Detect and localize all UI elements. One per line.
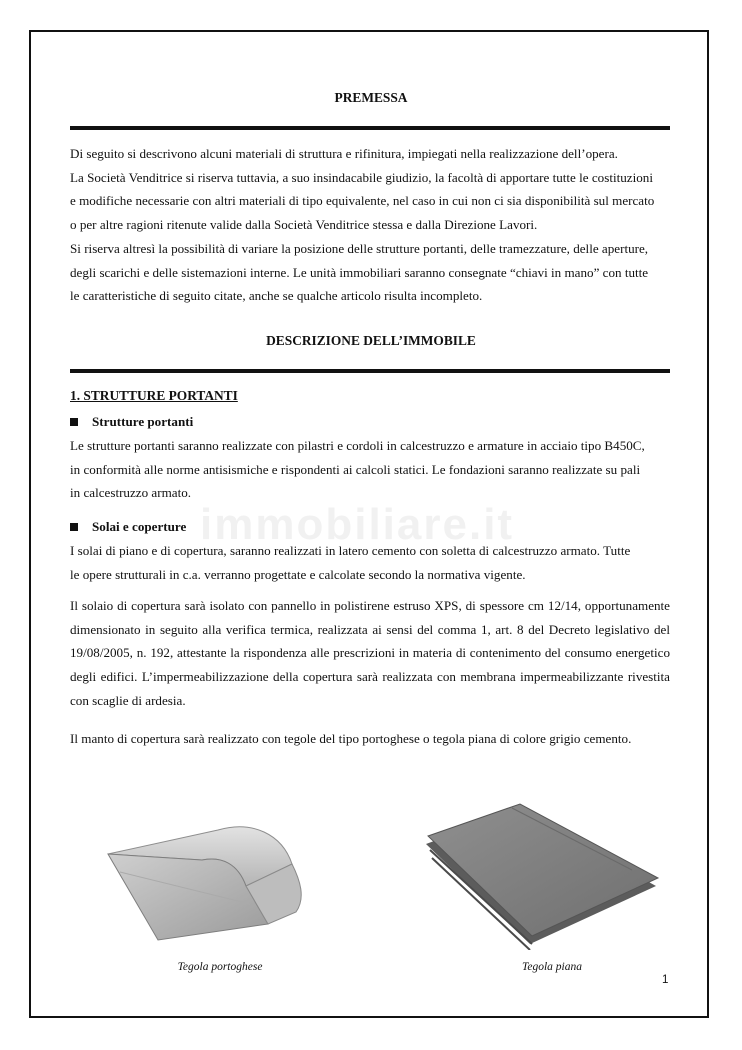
strutture-line: Le strutture portanti saranno realizzate con pilastri e cordoli in calcestruzzo e armature in acciaio tipo B450C, [70, 438, 645, 453]
bullet-square-icon [70, 418, 78, 426]
premessa-line: e modifiche necessarie con altri materiali di tipo equivalente, nel caso in cui non ci sia disponibilità sul mercato [70, 193, 655, 209]
descrizione-title: DESCRIZIONE DELL’IMMOBILE [266, 333, 476, 348]
manto-paragraph: Il manto di copertura sarà realizzato con tegole del tipo portoghese o tegola piana di colore grigio cemento. [70, 731, 632, 746]
premessa-rule [70, 126, 670, 130]
subsection-title: Strutture portanti [92, 414, 194, 429]
tegola-portoghese-image [100, 812, 340, 942]
premessa-title: PREMESSA [334, 90, 408, 105]
solai-line: le opere strutturali in c.a. verranno progettate e calcolate secondo la normativa vigente. [70, 566, 526, 582]
caption-tegola-portoghese: Tegola portoghese [177, 961, 263, 973]
premessa-text [70, 142, 670, 308]
bullet-square-icon [70, 523, 78, 531]
descrizione-rule [70, 369, 670, 373]
subsection-title: Solai e coperture [92, 519, 187, 534]
premessa-line: Si riserva altresì la possibilità di variare la posizione delle strutture portanti, delle tramezzature, delle aperture, [70, 240, 649, 256]
tegola-piana-image [412, 802, 668, 950]
watermark: immobiliare.it [200, 500, 515, 549]
premessa-line: le caratteristiche di seguito citate, anche se qualche articolo risulta incompleto. [70, 288, 483, 304]
copertura-paragraph: Il solaio di copertura sarà isolato con pannello in polistirene estruso XPS, di spessore cm 12/14, opportunamente dimensionato in seguito alla verifica termica, realizzata ai sensi del comma 1, art. 8 del Decreto legislativo del 19/08/2005, n. 192, attestante la rispondenza alle prescrizioni in materia di contenimento del consumo energetico degli edifici. L’impermeabilizzazione della copertura sarà realizzata con membrana impermeabilizzante rivestita con scaglie di ardesia. [70, 598, 670, 708]
strutture-text [70, 434, 670, 505]
subsection-solai [70, 519, 186, 535]
premessa-line: o per altre ragioni ritenute valide dalla Società Venditrice stessa e dalla Direzione Lavori. [70, 217, 538, 233]
strutture-line: in conformità alle norme antisismiche e rispondenti ai calcoli statici. Le fondazioni saranno realizzate su pali [70, 461, 641, 477]
section-title: 1. STRUTTURE PORTANTI [70, 388, 238, 403]
solai-text [70, 539, 670, 586]
premessa-line: degli scarichi e delle sistemazioni interne. Le unità immobiliari saranno consegnate “chiavi in mano” con tutte [70, 264, 649, 280]
page-number: 1 [662, 974, 669, 986]
caption-tegola-piana: Tegola piana [522, 961, 582, 973]
premessa-line: La Società Venditrice si riserva tuttavia, a suo insindacabile giudizio, la facoltà di apportare tutte le costituzioni [70, 169, 653, 185]
premessa-line: Di seguito si descrivono alcuni materiali di struttura e rifinitura, impiegati nella realizzazione dell’opera. [70, 146, 618, 161]
solai-line: I solai di piano e di copertura, saranno realizzati in latero cemento con soletta di calcestruzzo armato. Tutte [70, 543, 631, 558]
strutture-line: in calcestruzzo armato. [70, 485, 192, 501]
subsection-strutture [70, 414, 193, 430]
